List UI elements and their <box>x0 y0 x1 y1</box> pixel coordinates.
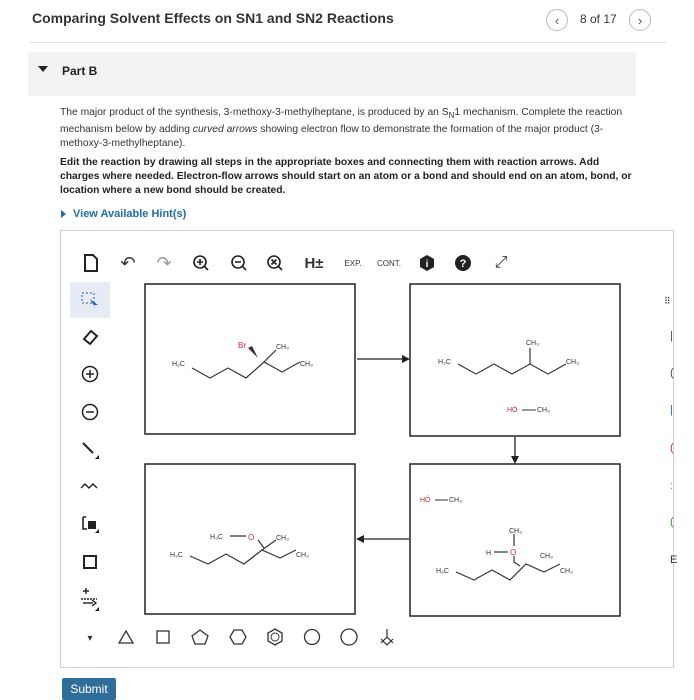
svg-text:CH₃: CH₃ <box>509 528 522 535</box>
right-edge-grip-icon: ⠿ <box>664 296 671 306</box>
view-hints-link[interactable]: View Available Hint(s) <box>73 208 187 220</box>
reaction-arrow-1 <box>357 355 410 363</box>
svg-text:H: H <box>486 550 492 557</box>
svg-text:CH₃: CH₃ <box>537 407 550 414</box>
svg-text:CH₃: CH₃ <box>449 497 462 504</box>
svg-text:O: O <box>510 548 517 557</box>
svg-text:H₃C: H₃C <box>436 568 449 575</box>
question-paragraph: The major product of the synthesis, 3-methoxy-3-methylheptane, is produced by an $S_N1$ mechanism. Complete the reaction mechanism below by adding curved arrows showing electron flow to demonstrate the formation of the major product (3-methoxy-3-methylheptane). <box>60 107 623 150</box>
reaction-arrow-2 <box>511 437 519 464</box>
svg-text:CH₃: CH₃ <box>560 568 573 575</box>
svg-text:H₃C: H₃C <box>172 361 185 368</box>
box-step-3 <box>410 464 620 616</box>
right-edge-mark: | <box>670 404 673 416</box>
chevron-right-icon: › <box>637 12 643 28</box>
page-counter: 8 of 17 <box>580 12 617 26</box>
svg-text:?: ? <box>459 258 467 270</box>
instructions-paragraph: Edit the reaction by drawing all steps in the appropriate boxes and connecting them with reaction arrows. Add charges where needed. Electron-flow arrows should start on an atom or a bond and should end on an atom, bond, or location where a new bond should be created. <box>60 157 632 196</box>
right-edge-mark: : <box>670 480 674 492</box>
redo-icon[interactable]: ↷ <box>156 252 172 273</box>
more-tools-icon[interactable]: ▾ <box>87 632 93 644</box>
submit-button[interactable]: Submit <box>62 678 116 700</box>
explicit-hydrogen-button[interactable]: H± <box>304 254 324 272</box>
svg-text:CH₃: CH₃ <box>276 535 289 542</box>
right-edge-mark: | <box>670 330 673 342</box>
molecule-carbocation <box>458 348 566 374</box>
svg-text:H₃C: H₃C <box>210 534 223 541</box>
reaction-arrow-3 <box>356 535 409 543</box>
svg-text:CH₃: CH₃ <box>300 361 313 368</box>
fullscreen-icon[interactable]: ⤢ <box>494 254 508 271</box>
contract-button[interactable]: CONT. <box>377 258 401 268</box>
right-edge-mark: E <box>670 554 678 566</box>
part-label: Part B <box>62 64 98 78</box>
molecule-bromide <box>192 350 300 378</box>
methanol-oxygen-2: HÖ <box>420 497 431 504</box>
bromine-label: Br <box>238 341 246 350</box>
box-step-1 <box>145 284 355 434</box>
right-edge-mark: ( <box>670 442 674 454</box>
svg-text:H₃C: H₃C <box>170 552 183 559</box>
undo-icon[interactable]: ↶ <box>120 252 136 273</box>
svg-text:CH₃: CH₃ <box>566 359 579 366</box>
chevron-left-icon: ‹ <box>554 12 560 28</box>
right-edge-mark: ( <box>670 367 674 379</box>
expand-button[interactable]: EXP. <box>344 258 362 268</box>
methanol-oxygen: HÖ <box>507 407 518 414</box>
svg-text:i: i <box>425 259 429 270</box>
svg-text:CH₃: CH₃ <box>296 552 309 559</box>
right-edge-mark: ( <box>670 516 674 528</box>
svg-text:CH₃: CH₃ <box>540 553 553 560</box>
svg-text:O: O <box>248 533 255 542</box>
page-title: Comparing Solvent Effects on SN1 and SN2 Reactions <box>32 10 394 26</box>
svg-text:H₃C: H₃C <box>438 359 451 366</box>
svg-text:CH₃: CH₃ <box>526 340 539 347</box>
svg-text:CH₃: CH₃ <box>276 344 289 351</box>
